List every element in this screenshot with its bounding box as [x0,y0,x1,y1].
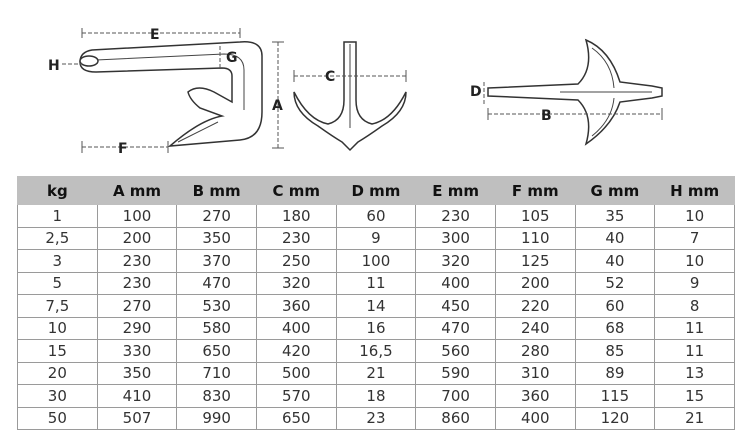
col-header-e: E mm [416,177,496,205]
table-row [18,317,735,340]
col-header-h: H mm [655,177,735,205]
table-cell: 320 [256,272,336,295]
table-cell: 650 [177,340,257,363]
table-cell: 85 [575,340,655,363]
table-row [18,205,735,228]
col-header-c: C mm [256,177,336,205]
table-row [18,227,735,250]
table-cell: 7,5 [18,295,98,318]
table-row [18,340,735,363]
table-cell: 590 [416,362,496,385]
col-header-g: G mm [575,177,655,205]
col-header-d: D mm [336,177,416,205]
table-cell: 35 [575,205,655,228]
table-cell: 500 [256,362,336,385]
table-cell: 20 [18,362,98,385]
table-cell: 350 [177,227,257,250]
anchor-spec-table [17,176,735,430]
table-cell: 330 [97,340,177,363]
col-header-b: B mm [177,177,257,205]
table-body [18,205,735,430]
table-cell: 10 [655,250,735,273]
table-cell: 270 [177,205,257,228]
table-cell: 16,5 [336,340,416,363]
label-a: A [272,98,283,114]
table-cell: 700 [416,385,496,408]
table-cell: 68 [575,317,655,340]
table-cell: 13 [655,362,735,385]
table-cell: 530 [177,295,257,318]
table-cell: 220 [495,295,575,318]
table-cell: 230 [97,272,177,295]
table-cell: 125 [495,250,575,273]
table-cell: 16 [336,317,416,340]
table-cell: 400 [256,317,336,340]
table-cell: 2,5 [18,227,98,250]
anchor-front-view [294,42,406,150]
table-cell: 350 [97,362,177,385]
table-cell: 120 [575,407,655,430]
anchor-side-view [48,27,284,157]
anchor-drawings [0,0,750,170]
table-cell: 400 [495,407,575,430]
table-cell: 100 [336,250,416,273]
table-cell: 830 [177,385,257,408]
table-cell: 11 [655,340,735,363]
table-cell: 230 [416,205,496,228]
col-header-kg: kg [18,177,98,205]
table-cell: 115 [575,385,655,408]
table-cell: 360 [256,295,336,318]
table-cell: 470 [177,272,257,295]
table-cell: 30 [18,385,98,408]
table-cell: 11 [655,317,735,340]
table-cell: 240 [495,317,575,340]
table-cell: 300 [416,227,496,250]
table-cell: 400 [416,272,496,295]
table-cell: 15 [655,385,735,408]
table-cell: 110 [495,227,575,250]
label-c: C [325,69,336,85]
table-cell: 89 [575,362,655,385]
table-header-row [18,177,735,205]
table-row [18,385,735,408]
table-cell: 9 [655,272,735,295]
label-b: B [541,108,552,124]
table-cell: 230 [256,227,336,250]
table-cell: 370 [177,250,257,273]
label-h: H [48,58,60,74]
table-cell: 15 [18,340,98,363]
table-cell: 270 [97,295,177,318]
table-cell: 200 [97,227,177,250]
table-cell: 580 [177,317,257,340]
col-header-a: A mm [97,177,177,205]
col-header-f: F mm [495,177,575,205]
table-row [18,407,735,430]
table-cell: 710 [177,362,257,385]
table-cell: 105 [495,205,575,228]
table-cell: 650 [256,407,336,430]
table-cell: 280 [495,340,575,363]
table-cell: 200 [495,272,575,295]
table-cell: 860 [416,407,496,430]
table-cell: 1 [18,205,98,228]
table-cell: 60 [575,295,655,318]
table-cell: 5 [18,272,98,295]
table-row [18,295,735,318]
table-row [18,250,735,273]
table-cell: 450 [416,295,496,318]
table-cell: 250 [256,250,336,273]
table-cell: 7 [655,227,735,250]
table-cell: 11 [336,272,416,295]
table-cell: 40 [575,250,655,273]
table-row [18,362,735,385]
table-cell: 180 [256,205,336,228]
table-cell: 8 [655,295,735,318]
table-cell: 310 [495,362,575,385]
table-cell: 360 [495,385,575,408]
label-d: D [470,84,482,100]
table-cell: 990 [177,407,257,430]
table-cell: 230 [97,250,177,273]
label-e: E [150,27,160,43]
table-cell: 9 [336,227,416,250]
table-cell: 10 [18,317,98,340]
table-cell: 23 [336,407,416,430]
label-g: G [226,50,238,66]
table-cell: 14 [336,295,416,318]
table-cell: 18 [336,385,416,408]
table-cell: 10 [655,205,735,228]
label-f: F [118,141,128,157]
table-cell: 320 [416,250,496,273]
table-cell: 50 [18,407,98,430]
table-cell: 100 [97,205,177,228]
table-cell: 410 [97,385,177,408]
table-cell: 21 [655,407,735,430]
table-cell: 3 [18,250,98,273]
table-cell: 470 [416,317,496,340]
table-cell: 40 [575,227,655,250]
table-cell: 507 [97,407,177,430]
table-cell: 570 [256,385,336,408]
table-row [18,272,735,295]
table-cell: 60 [336,205,416,228]
table-cell: 52 [575,272,655,295]
table-cell: 560 [416,340,496,363]
table-cell: 290 [97,317,177,340]
anchor-top-view [470,40,662,144]
table-cell: 420 [256,340,336,363]
table-cell: 21 [336,362,416,385]
